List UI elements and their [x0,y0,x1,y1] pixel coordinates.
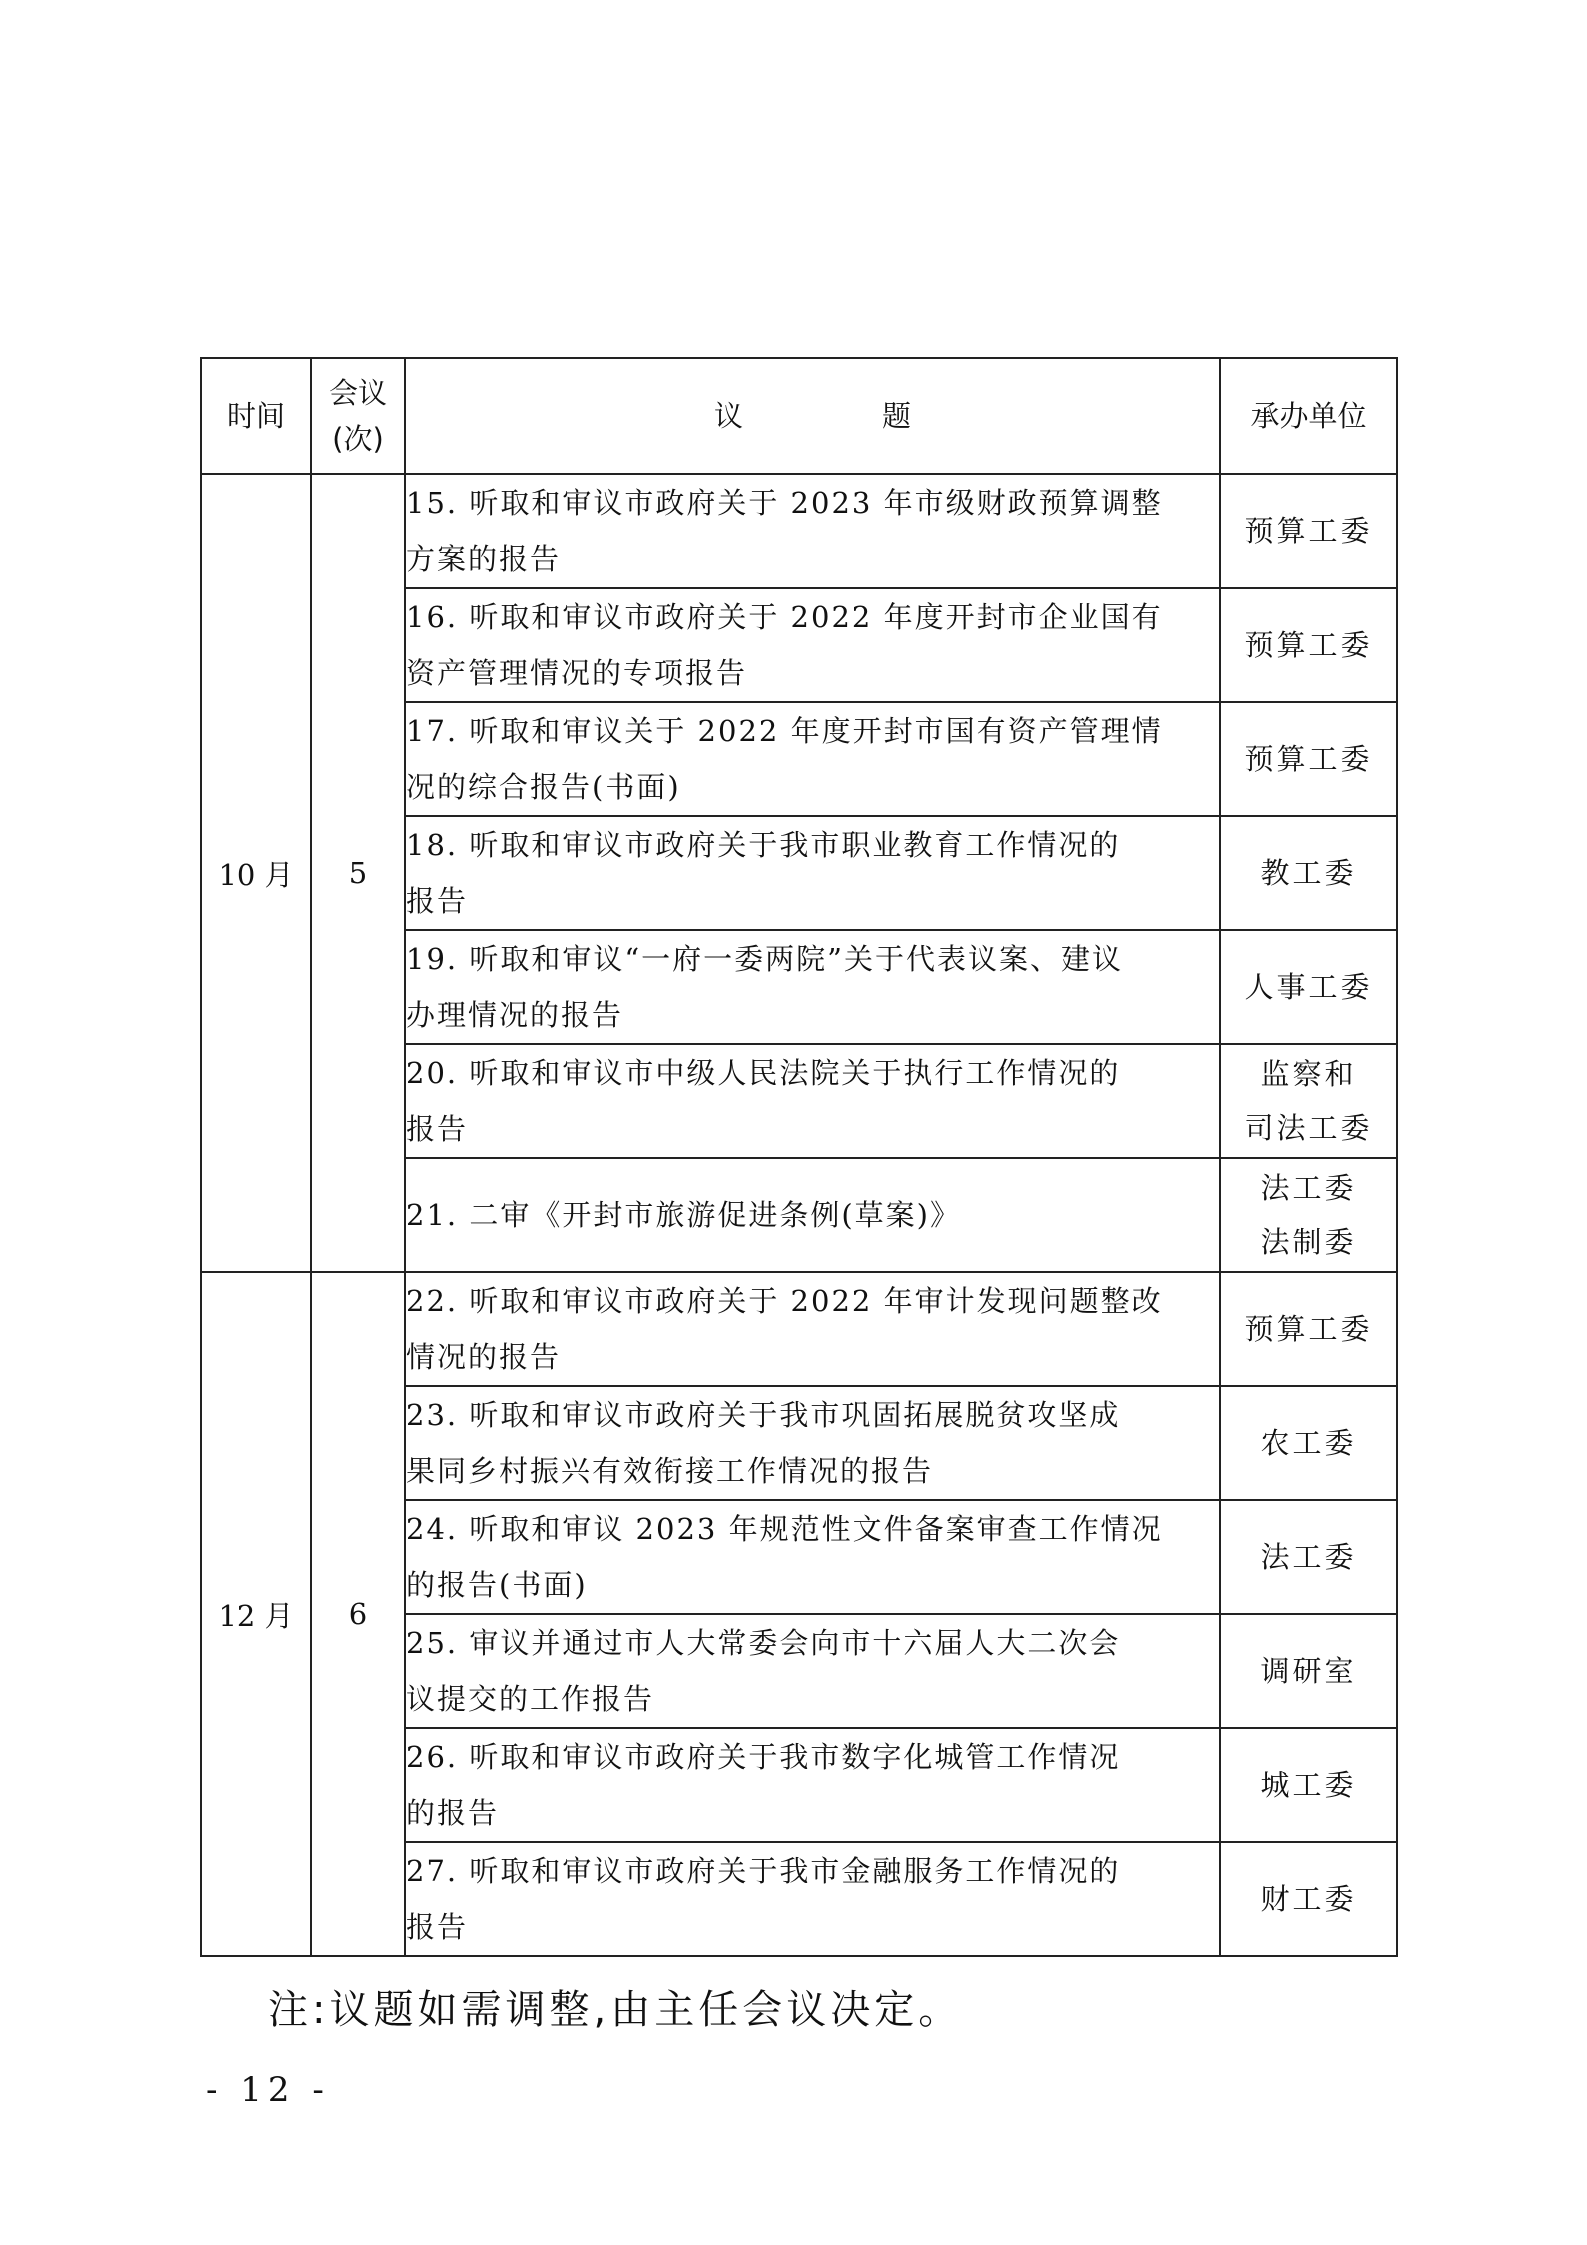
unit-unit2: 司法工委 [1244,1111,1373,1145]
unit-cell [1220,1728,1397,1842]
page-number: - 12 - [206,2070,330,2110]
unit-cell [1220,816,1397,930]
unit-unit1: 预算工委 [1244,628,1373,662]
agenda-table [200,357,1398,1957]
topic-line1: 15. 听取和审议市政府关于 2023 年市级财政预算调整 [406,486,1163,520]
meeting-count-cell: 5 [311,474,405,1272]
topic-line1: 18. 听取和审议市政府关于我市职业教育工作情况的 [406,828,1121,862]
unit-unit1: 人事工委 [1244,970,1373,1004]
header-topic-part2: 题 [881,398,911,433]
topic-line2: 办理情况的报告 [406,998,624,1032]
unit-unit1: 法工委 [1260,1171,1357,1205]
unit-unit1: 教工委 [1260,856,1357,890]
agenda-body [201,474,1397,1956]
unit-cell [1220,1044,1397,1158]
unit-unit1: 财工委 [1260,1882,1357,1916]
header-meeting [311,358,405,474]
topic-line1: 23. 听取和审议市政府关于我市巩固拓展脱贫攻坚成 [406,1398,1121,1432]
topic-line1: 19. 听取和审议“一府一委两院”关于代表议案、建议 [406,942,1123,976]
topic-cell [405,588,1220,702]
header-time: 时间 [201,358,311,474]
unit-cell [1220,474,1397,588]
topic-line2: 报告 [406,1112,469,1146]
unit-cell [1220,702,1397,816]
topic-cell [405,816,1220,930]
unit-unit1: 法工委 [1260,1540,1357,1574]
header-topic-part1: 议 [713,398,743,433]
footnote: 注:议题如需调整,由主任会议决定。 [268,1987,963,2033]
topic-line2: 资产管理情况的专项报告 [406,656,748,690]
header-meeting-line2: (次) [332,422,384,456]
topic-line1: 22. 听取和审议市政府关于 2022 年审计发现问题整改 [406,1284,1163,1318]
unit-unit1: 预算工委 [1244,742,1373,776]
topic-cell [405,1158,1220,1272]
unit-cell [1220,588,1397,702]
month-cell: 12 月 [201,1272,311,1956]
topic-line2: 的报告(书面) [406,1568,588,1602]
topic-cell [405,1728,1220,1842]
topic-line2: 情况的报告 [406,1340,562,1374]
unit-unit1: 调研室 [1260,1654,1357,1688]
meeting-count-cell: 6 [311,1272,405,1956]
topic-line1: 16. 听取和审议市政府关于 2022 年度开封市企业国有 [406,600,1163,634]
topic-line2: 方案的报告 [406,542,562,576]
table-row [201,474,1397,588]
unit-cell [1220,930,1397,1044]
topic-line1: 24. 听取和审议 2023 年规范性文件备案审查工作情况 [406,1512,1163,1546]
topic-line1: 21. 二审《开封市旅游促进条例(草案)》 [406,1198,961,1232]
topic-line1: 26. 听取和审议市政府关于我市数字化城管工作情况 [406,1740,1121,1774]
unit-cell [1220,1386,1397,1500]
topic-line2: 果同乡村振兴有效衔接工作情况的报告 [406,1454,934,1488]
topic-cell [405,930,1220,1044]
topic-cell [405,1044,1220,1158]
topic-line2: 的报告 [406,1796,500,1830]
unit-unit1: 预算工委 [1244,1312,1373,1346]
unit-cell [1220,1158,1397,1272]
topic-cell [405,474,1220,588]
topic-cell [405,1500,1220,1614]
unit-unit1: 预算工委 [1244,514,1373,548]
topic-line1: 17. 听取和审议关于 2022 年度开封市国有资产管理情 [406,714,1163,748]
header-meeting-line1: 会议 [328,375,387,410]
unit-cell [1220,1842,1397,1956]
unit-cell [1220,1272,1397,1386]
unit-unit2: 法制委 [1260,1225,1357,1259]
topic-cell [405,1272,1220,1386]
topic-line1: 25. 审议并通过市人大常委会向市十六届人大二次会 [406,1626,1121,1660]
topic-line2: 议提交的工作报告 [406,1682,655,1716]
header-unit: 承办单位 [1220,358,1397,474]
topic-cell [405,702,1220,816]
header-topic [405,358,1220,474]
table-row [201,1272,1397,1386]
header-row [201,358,1397,474]
topic-line2: 报告 [406,884,469,918]
topic-cell [405,1386,1220,1500]
unit-cell [1220,1500,1397,1614]
topic-line1: 20. 听取和审议市中级人民法院关于执行工作情况的 [406,1056,1121,1090]
unit-unit1: 监察和 [1260,1057,1357,1091]
topic-line1: 27. 听取和审议市政府关于我市金融服务工作情况的 [406,1854,1121,1888]
month-cell: 10 月 [201,474,311,1272]
unit-unit1: 农工委 [1260,1426,1357,1460]
topic-cell [405,1614,1220,1728]
topic-cell [405,1842,1220,1956]
topic-line2: 况的综合报告(书面) [406,770,681,804]
unit-cell [1220,1614,1397,1728]
unit-unit1: 城工委 [1260,1768,1357,1802]
topic-line2: 报告 [406,1910,469,1944]
